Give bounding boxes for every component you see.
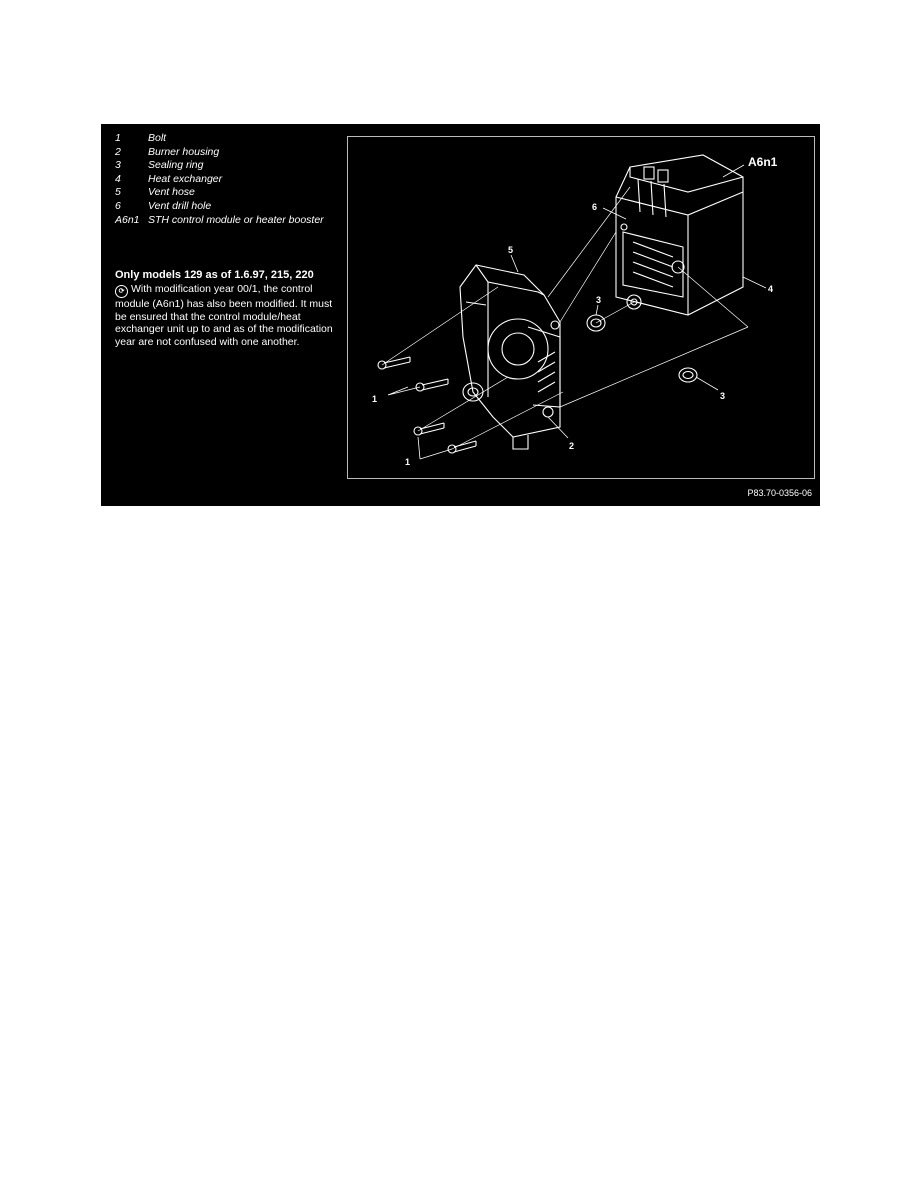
callout-4: 4	[768, 284, 774, 294]
legend-key: 6	[115, 199, 121, 212]
legend-item	[115, 132, 335, 146]
note-body	[115, 283, 340, 348]
legend-label: Burner housing	[148, 145, 220, 158]
legend-key: 5	[115, 186, 121, 199]
exploded-diagram	[348, 137, 814, 478]
legend-key: A6n1	[115, 213, 140, 226]
legend-key: 1	[115, 132, 121, 144]
legend-key: 3	[115, 159, 121, 172]
legend-item	[115, 214, 335, 228]
heat-exchanger-drawing	[616, 155, 743, 315]
legend-item	[115, 173, 335, 187]
burner-housing-drawing	[460, 265, 560, 449]
sealing-ring-right-drawing	[679, 368, 697, 382]
callout-5: 5	[508, 245, 514, 255]
legend-item	[115, 159, 335, 173]
legend-label: Bolt	[148, 132, 167, 144]
callout-1-bottom: 1	[405, 457, 411, 467]
legend-label: Vent hose	[148, 186, 195, 199]
note-text: With modification year 00/1, the control module (A6n1) has also been modified. It must be ensured that the control module/heat exchanger unit up to and as of the modification year are not confused with one another.	[115, 283, 333, 348]
legend-item	[115, 186, 335, 200]
callout-2: 2	[569, 441, 575, 451]
note-heading: Only models 129 as of 1.6.97, 215, 220	[115, 269, 314, 281]
modification-note	[115, 269, 340, 348]
legend-item	[115, 200, 335, 214]
legend-key: 2	[115, 145, 121, 158]
legend-list	[115, 132, 335, 227]
alignment-lines	[382, 187, 748, 449]
legend-key: 4	[115, 172, 121, 185]
legend-label: Heat exchanger	[148, 172, 223, 185]
callout-a6n1: A6n1	[748, 155, 778, 169]
callout-6: 6	[592, 202, 598, 212]
diagram-frame	[347, 136, 815, 479]
modification-icon: ⟳	[115, 285, 128, 298]
figure-code: P83.70-0356-06	[747, 488, 812, 498]
callout-1-top: 1	[372, 394, 378, 404]
legend-label: Sealing ring	[148, 159, 204, 172]
callout-3-left: 3	[596, 295, 602, 305]
legend-label: STH control module or heater booster	[148, 213, 324, 226]
legend-item	[115, 146, 335, 160]
legend-label: Vent drill hole	[148, 199, 212, 212]
callout-3-right: 3	[720, 391, 726, 401]
figure-panel	[101, 124, 820, 506]
